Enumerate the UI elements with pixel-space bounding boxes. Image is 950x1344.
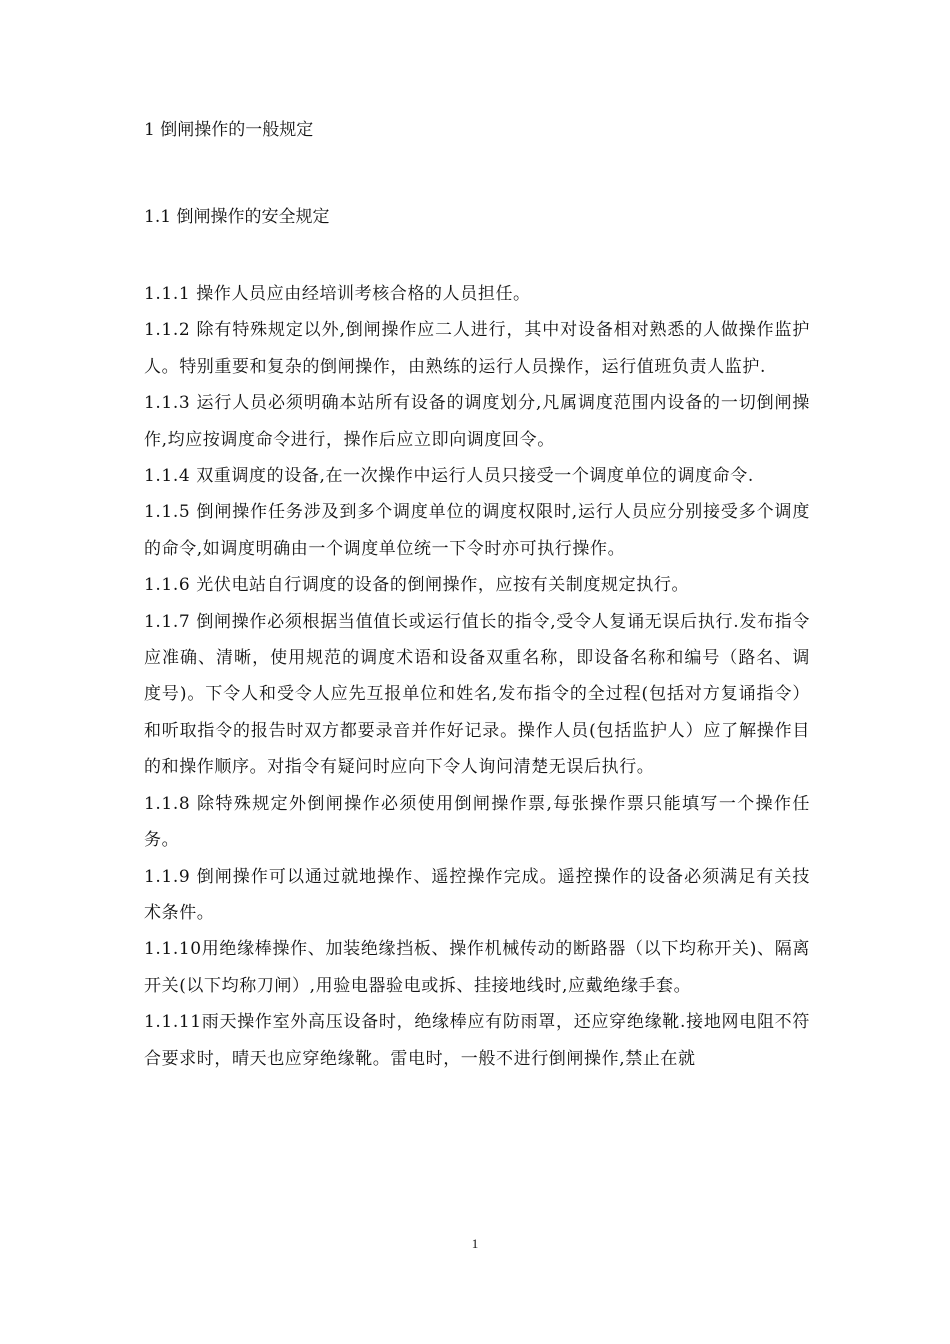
paragraph-1-1-10: 1.1.10用绝缘棒操作、加装绝缘挡板、操作机械传动的断路器（以下均称开关)、隔离开关(以下均称刀闸）,用验电器验电或拆、挂接地线时,应戴绝缘手套。 [144, 939, 810, 996]
paragraph-1-1-5: 1.1.5 倒闸操作任务涉及到多个调度单位的调度权限时,运行人员应分别接受多个调度的命令,如调度明确由一个调度单位统一下令时亦可执行操作。 [144, 502, 810, 559]
paragraph-1-1-4: 1.1.4 双重调度的设备,在一次操作中运行人员只接受一个调度单位的调度命令. [144, 466, 754, 487]
section-heading: 1 倒闸操作的一般规定 [144, 120, 314, 140]
paragraph-1-1-9: 1.1.9 倒闸操作可以通过就地操作、遥控操作完成。遥控操作的设备必须满足有关技术条件。 [144, 866, 810, 923]
paragraph-1-1-3: 1.1.3 运行人员必须明确本站所有设备的调度划分,凡属调度范围内设备的一切倒闸操作,均应按调度命令进行，操作后应立即向调度回令。 [144, 393, 810, 450]
body-text [144, 276, 810, 1077]
paragraph-1-1-2: 1.1.2 除有特殊规定以外,倒闸操作应二人进行，其中对设备相对熟悉的人做操作监护人。特别重要和复杂的倒闸操作，由熟练的运行人员操作，运行值班负责人监护. [144, 320, 810, 377]
paragraph-1-1-1: 1.1.1 操作人员应由经培训考核合格的人员担任。 [144, 284, 531, 304]
paragraph-1-1-8: 1.1.8 除特殊规定外倒闸操作必须使用倒闸操作票,每张操作票只能填写一个操作任务。 [144, 793, 810, 851]
paragraph-1-1-6: 1.1.6 光伏电站自行调度的设备的倒闸操作，应按有关制度规定执行。 [144, 575, 690, 596]
page-number: 1 [471, 1236, 479, 1251]
paragraph-1-1-11: 1.1.11雨天操作室外高压设备时，绝缘棒应有防雨罩，还应穿绝缘靴.接地网电阻不符合要求时，晴天也应穿绝缘靴。雷电时，一般不进行倒闸操作,禁止在就 [144, 1012, 810, 1069]
paragraph-1-1-7: 1.1.7 倒闸操作必须根据当值值长或运行值长的指令,受令人复诵无误后执行.发布指令应准确、清晰，使用规范的调度术语和设备双重名称，即设备名称和编号（路名、调度号)。下令人和受令人应先互报单位和姓名,发布指令的全过程(包括对方复诵指令）和听取指令的报告时双方都要录音并作好记录。操作人员(包括监护人）应了解操作目的和操作顺序。对指令有疑问时应向下令人询问清楚无误后执行。 [144, 611, 810, 778]
subsection-heading: 1.1 倒闸操作的安全规定 [144, 207, 330, 227]
